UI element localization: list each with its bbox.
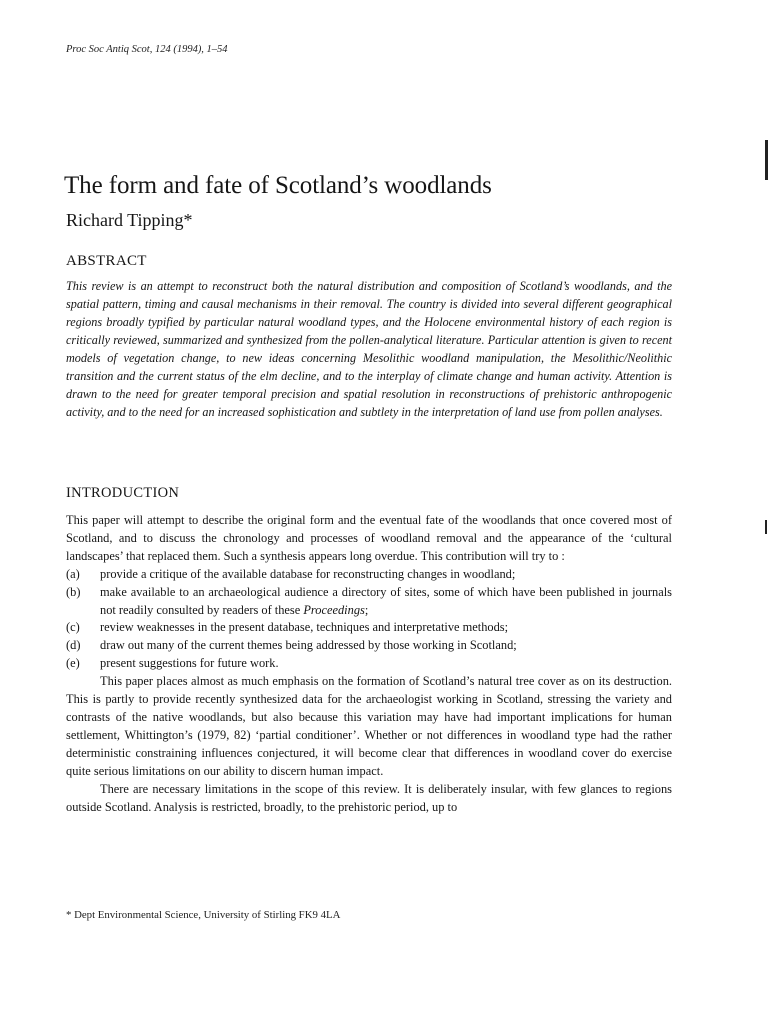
journal-name: Proceedings [303, 602, 365, 617]
article-title: The form and fate of Scotland’s woodlands [64, 172, 492, 199]
list-item [66, 619, 672, 637]
aims-list [66, 566, 672, 673]
list-marker: (b) [66, 584, 81, 599]
introduction-body [66, 512, 672, 816]
list-item [66, 584, 672, 620]
list-item [66, 566, 672, 584]
abstract-text: This review is an attempt to reconstruct both the natural distribution and composition of Scotland’s woodlands, and the spatial pattern, timing and causal mechanisms in their removal. The country is divided into several different geographical regions broadly typified by particular natural woodland types, and the Holocene environmental history of each region is critically reviewed, summarized and synthesized from the pollen-analytical literature. Particular attention is given to recent models of vegetation change, to new ideas concerning Mesolithic woodland manipulation, the Mesolithic/Neolithic transition and the current status of the elm decline, and to the interplay of climate change and human activity. Attention is drawn to the need for greater temporal precision and spatial resolution in reconstructions of prehistoric anthropogenic activity, and to the need for an increased sophistication and subtlety in the interpretation of land use from pollen analyses. [66, 279, 672, 419]
list-item-text: present suggestions for future work. [100, 656, 279, 671]
list-item-text-end: ; [364, 602, 369, 617]
intro-paragraph-2: This paper places almost as much emphasis on the formation of Scotland’s natural tree cover as on its destruction. This is partly to provide recently synthesized data for the archaeologist working in Scotland, stressing the variety and contrasts of the native woodlands, but also because this variation may have had important implications for human settlement, Whittington’s (1979, 82) ‘partial conditioner’. Whether or not differences in woodland type had the rather deterministic constraining influences conjectured, it will become clear that differences in woodland cover do exercise quite serious limitations on our ability to discern human impact. [66, 674, 672, 778]
list-item [66, 655, 672, 673]
abstract-heading: ABSTRACT [66, 253, 147, 269]
author-footnote: * Dept Environmental Science, University of Stirling FK9 4LA [66, 909, 341, 921]
list-marker: (e) [66, 656, 80, 671]
list-marker: (a) [66, 566, 80, 581]
introduction-heading: INTRODUCTION [66, 485, 180, 501]
running-head: Proc Soc Antiq Scot, 124 (1994), 1–54 [66, 44, 228, 55]
list-item-text: review weaknesses in the present database, techniques and interpretative methods; [100, 620, 509, 635]
intro-paragraph-1: This paper will attempt to describe the original form and the eventual fate of the woodlands that once covered most of Scotland, and to discuss the chronology and processes of woodland removal and the appearance of the ‘cultural landscapes’ that replaced them. Such a synthesis appears long overdue. This contribution will try to : [66, 513, 672, 563]
scan-edge-mark [765, 140, 768, 180]
list-item-text: draw out many of the current themes being addressed by those working in Scotland; [100, 638, 517, 653]
scan-edge-mark [765, 520, 767, 534]
list-item-text: make available to an archaeological audience a directory of sites, some of which have been published in journals not readily consulted by readers of these [100, 584, 672, 617]
list-marker: (d) [66, 638, 81, 653]
list-marker: (c) [66, 620, 80, 635]
list-item-text: provide a critique of the available database for reconstructing changes in woodland; [100, 566, 516, 581]
intro-paragraph-3: There are necessary limitations in the scope of this review. It is deliberately insular, with few glances to regions outside Scotland. Analysis is restricted, broadly, to the prehistoric period, up to [66, 781, 672, 814]
list-item [66, 637, 672, 655]
author-name: Richard Tipping* [66, 210, 193, 230]
